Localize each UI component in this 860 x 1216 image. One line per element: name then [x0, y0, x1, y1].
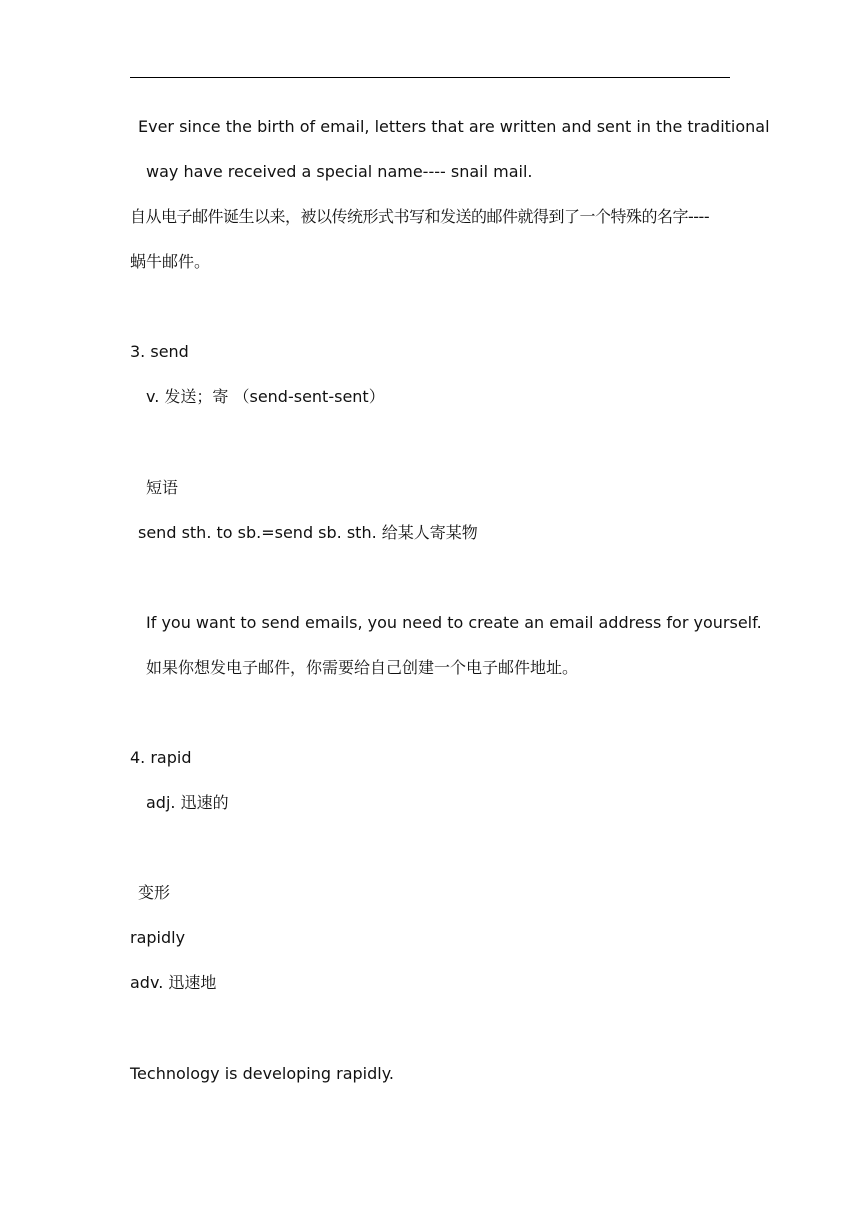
definition-rapidly: adv. 迅速地 — [130, 973, 217, 992]
example-sentence-en-1b: way have received a special name---- snail mail. — [146, 162, 533, 181]
example-sentence-en-3: Technology is developing rapidly. — [130, 1064, 394, 1083]
example-sentence-zh-2: 如果你想发电子邮件，你需要给自己创建一个电子邮件地址。 — [146, 658, 579, 677]
header-rule — [130, 77, 730, 78]
phrases-label: 短语 — [146, 478, 179, 497]
example-sentence-en-2: If you want to send emails, you need to create an email address for yourself. — [146, 613, 762, 632]
definition-send: v. 发送；寄 （send-sent-sent） — [146, 387, 385, 406]
entry-heading-send: 3. send — [130, 342, 189, 361]
entry-heading-rapid: 4. rapid — [130, 748, 192, 767]
phrase-send-to: send sth. to sb.=send sb. sth. 给某人寄某物 — [138, 523, 478, 542]
definition-rapid: adj. 迅速的 — [146, 793, 229, 812]
example-sentence-zh-1b: 蜗牛邮件。 — [130, 252, 211, 271]
variants-label: 变形 — [138, 883, 171, 902]
example-sentence-en-1a: Ever since the birth of email, letters that are written and sent in the traditional — [138, 117, 770, 136]
variant-word-rapidly: rapidly — [130, 928, 186, 947]
example-sentence-zh-1a: 自从电子邮件诞生以来，被以传统形式书写和发送的邮件就得到了一个特殊的名字---- — [130, 207, 710, 226]
